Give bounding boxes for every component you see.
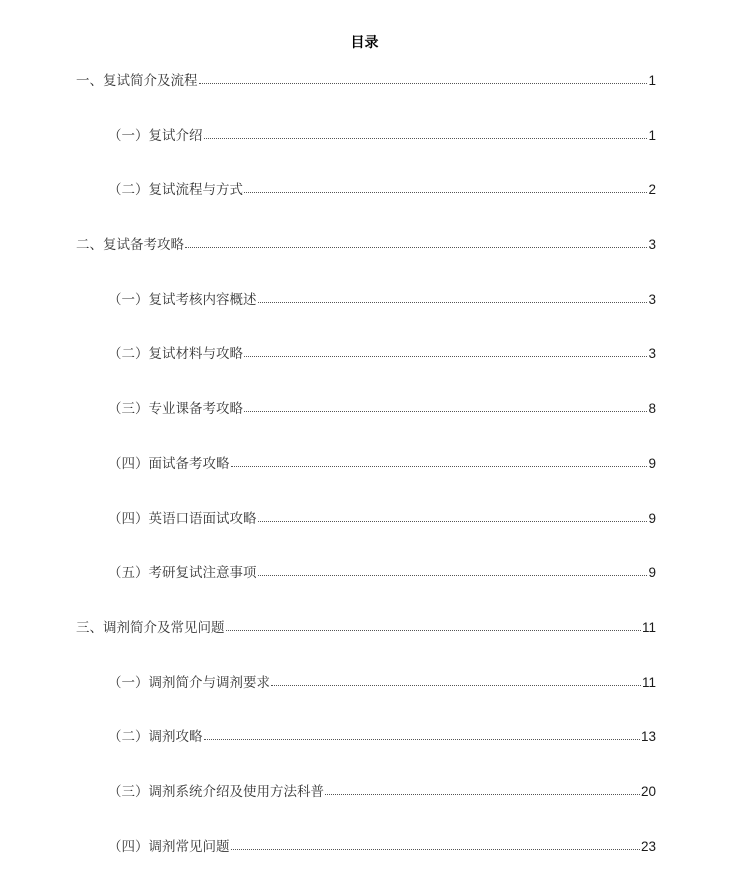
toc-entry-text: （二）复试材料与攻略 bbox=[108, 346, 243, 363]
dot-leader bbox=[199, 71, 648, 84]
dot-leader bbox=[258, 563, 648, 576]
toc-entry[interactable] bbox=[0, 837, 656, 891]
toc-entry-text: （一）调剂简介与调剂要求 bbox=[108, 674, 270, 691]
dot-leader bbox=[231, 837, 640, 850]
toc-entry-page: 11 bbox=[641, 619, 656, 635]
toc-entry-page: 1 bbox=[648, 127, 656, 143]
toc-entry[interactable] bbox=[0, 454, 656, 509]
toc-entry-text: （四）英语口语面试攻略 bbox=[108, 510, 257, 527]
dot-leader bbox=[271, 673, 641, 686]
dot-leader bbox=[226, 618, 641, 631]
dot-leader bbox=[325, 782, 640, 795]
toc-entry-page: 8 bbox=[648, 401, 656, 417]
dot-leader bbox=[204, 727, 640, 740]
toc-entry-text: 三、调剂简介及常见问题 bbox=[76, 619, 225, 636]
dot-leader bbox=[244, 180, 647, 193]
toc-entry-text: （二）复试流程与方式 bbox=[108, 182, 243, 199]
toc-entry[interactable] bbox=[0, 673, 656, 728]
dot-leader bbox=[258, 290, 648, 303]
toc-entry[interactable] bbox=[0, 727, 656, 782]
toc-entry-page: 3 bbox=[648, 346, 656, 362]
toc-entry-page: 11 bbox=[641, 674, 656, 690]
toc-entry[interactable] bbox=[0, 618, 656, 673]
toc-entry-text: 二、复试备考攻略 bbox=[76, 237, 184, 254]
toc-entry-text: （三）调剂系统介绍及使用方法科普 bbox=[108, 783, 324, 800]
toc-entry-page: 20 bbox=[640, 783, 656, 799]
toc-entry[interactable] bbox=[0, 399, 656, 454]
toc-entry[interactable] bbox=[0, 563, 656, 618]
dot-leader bbox=[244, 344, 647, 357]
toc-entry-page: 1 bbox=[648, 73, 656, 88]
toc-entry-page: 2 bbox=[648, 182, 656, 198]
toc-entry[interactable] bbox=[0, 126, 656, 181]
toc-entry-page: 3 bbox=[648, 237, 656, 253]
dot-leader bbox=[185, 235, 647, 248]
toc-entry[interactable] bbox=[0, 180, 656, 235]
toc-entry-text: （四）调剂常见问题 bbox=[108, 838, 230, 855]
toc-entry[interactable] bbox=[0, 782, 656, 837]
toc-entry[interactable] bbox=[0, 290, 656, 345]
toc-list bbox=[0, 71, 729, 891]
toc-entry[interactable] bbox=[0, 509, 656, 564]
toc-entry-text: （五）考研复试注意事项 bbox=[108, 565, 257, 582]
dot-leader bbox=[204, 126, 648, 139]
toc-entry-text: （三）专业课备考攻略 bbox=[108, 401, 243, 418]
toc-entry-page: 9 bbox=[648, 565, 656, 581]
toc-entry-page: 13 bbox=[640, 729, 656, 745]
toc-entry-text: （二）调剂攻略 bbox=[108, 729, 203, 746]
toc-entry-text: （一）复试介绍 bbox=[108, 127, 203, 144]
toc-entry-page: 3 bbox=[648, 291, 656, 307]
dot-leader bbox=[258, 509, 648, 522]
dot-leader bbox=[244, 399, 647, 412]
dot-leader bbox=[231, 454, 648, 467]
toc-entry-page: 23 bbox=[640, 838, 656, 854]
toc-entry[interactable] bbox=[0, 235, 656, 290]
toc-entry[interactable] bbox=[0, 71, 656, 126]
toc-title: 目录 bbox=[350, 35, 379, 51]
toc-entry-page: 9 bbox=[648, 455, 656, 471]
toc-entry-text: （四）面试备考攻略 bbox=[108, 455, 230, 472]
toc-entry-text: （一）复试考核内容概述 bbox=[108, 291, 257, 308]
toc-entry[interactable] bbox=[0, 344, 656, 399]
toc-entry-page: 9 bbox=[648, 510, 656, 526]
toc-entry-text: 一、复试简介及流程 bbox=[76, 73, 198, 89]
